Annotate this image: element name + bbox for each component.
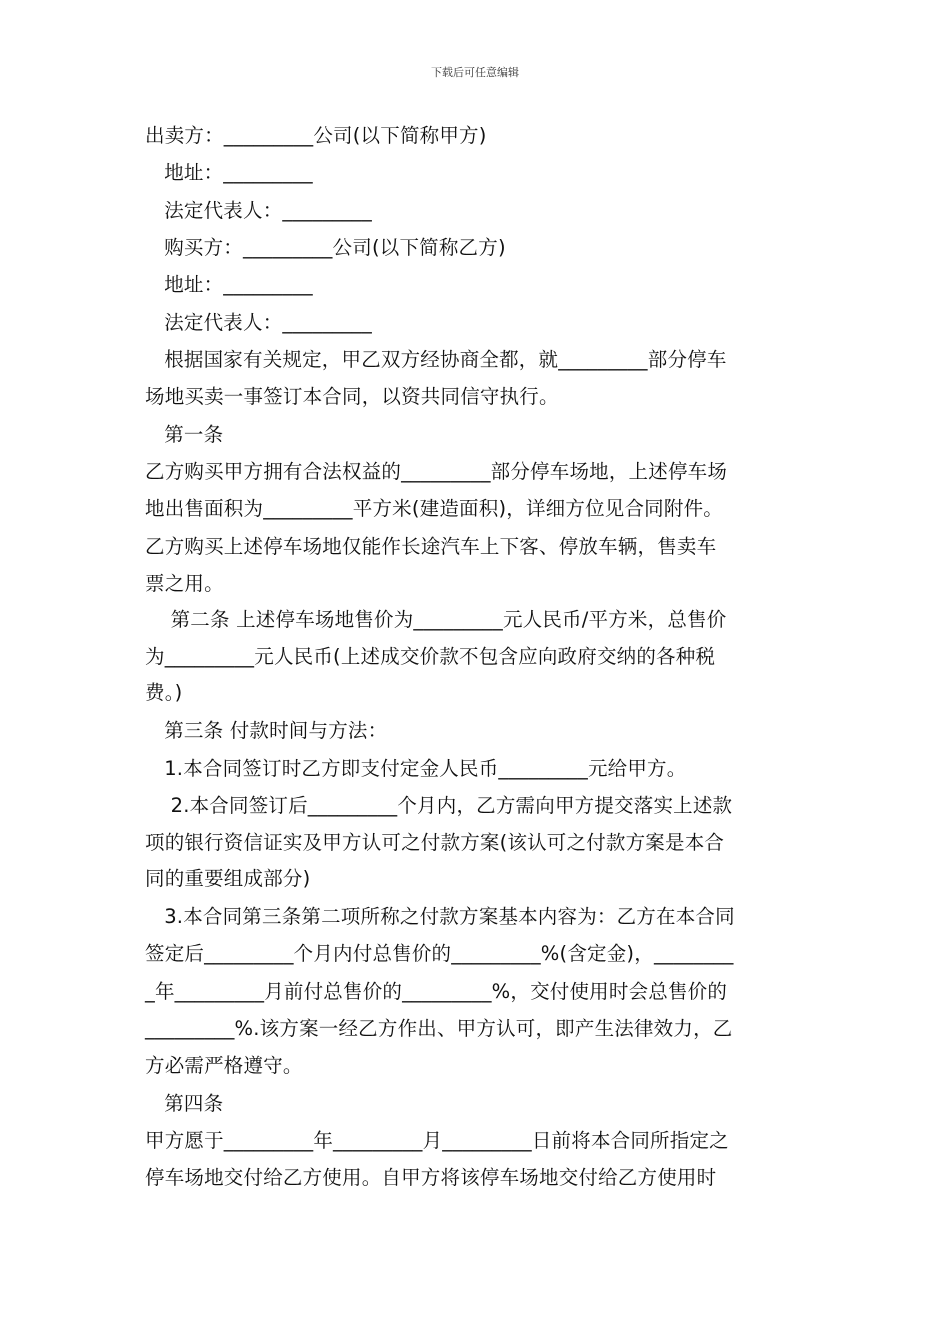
article-1-line: 乙方购买上述停车场地仅能作长途汽车上下客、停放车辆，售卖车 <box>145 535 717 558</box>
seller-legal-rep-line: 法定代表人：_________ <box>145 199 372 222</box>
preamble-line: 根据国家有关规定，甲乙双方经协商全都，就_________部分停车 <box>145 348 727 371</box>
article-heading: 第一条 <box>145 423 224 446</box>
article-1-line: 地出售面积为_________平方米(建造面积)，详细方位见合同附件。 <box>145 497 723 520</box>
seller-line: 出卖方：_________公司(以下简称甲方) <box>145 124 487 147</box>
buyer-line: 购买方：_________公司(以下简称乙方) <box>145 236 506 259</box>
buyer-address-line: 地址：_________ <box>145 273 313 296</box>
article-4-line: 停车场地交付给乙方使用。自甲方将该停车场地交付给乙方使用时 <box>145 1166 717 1189</box>
buyer-legal-rep-line: 法定代表人：_________ <box>145 311 372 334</box>
article-3-line: 2.本合同签订后_________个月内，乙方需向甲方提交落实上述款 <box>145 794 733 817</box>
article-3-line: _年_________月前付总售价的_________%，交付使用时会总售价的 <box>145 980 728 1003</box>
page-header: 下载后可任意编辑 <box>431 66 519 79</box>
article-2-line: 第二条 上述停车场地售价为_________元人民币/平方米，总售价 <box>145 608 727 631</box>
article-heading: 第四条 <box>145 1092 224 1115</box>
article-3-line: 同的重要组成部分) <box>145 867 311 890</box>
article-2-line: 费。) <box>145 681 183 704</box>
article-1-line: 票之用。 <box>145 572 224 595</box>
seller-address-line: 地址：_________ <box>145 161 313 184</box>
article-4-line: 甲方愿于_________年_________月_________日前将本合同所指定之 <box>145 1129 729 1152</box>
article-3-line: 1.本合同签订时乙方即支付定金人民币_________元给甲方。 <box>145 757 687 780</box>
article-3-line: 签定后_________个月内付总售价的_________%(含定金)，________ <box>145 942 734 965</box>
article-3-line: _________%.该方案一经乙方作出、甲方认可，即产生法律效力，乙 <box>145 1017 733 1040</box>
article-3-line: 项的银行资信证实及甲方认可之付款方案(该认可之付款方案是本合 <box>145 831 725 854</box>
article-3-line: 方必需严格遵守。 <box>145 1054 303 1077</box>
article-2-line: 为_________元人民币(上述成交价款不包含应向政府交纳的各种税 <box>145 645 716 668</box>
preamble-line: 场地买卖一事签订本合同，以资共同信守执行。 <box>145 385 559 408</box>
article-1-line: 乙方购买甲方拥有合法权益的_________部分停车场地，上述停车场 <box>145 460 728 483</box>
article-heading: 第三条 付款时间与方法： <box>145 719 388 742</box>
article-3-line: 3.本合同第三条第二项所称之付款方案基本内容为：乙方在本合同 <box>145 905 735 928</box>
